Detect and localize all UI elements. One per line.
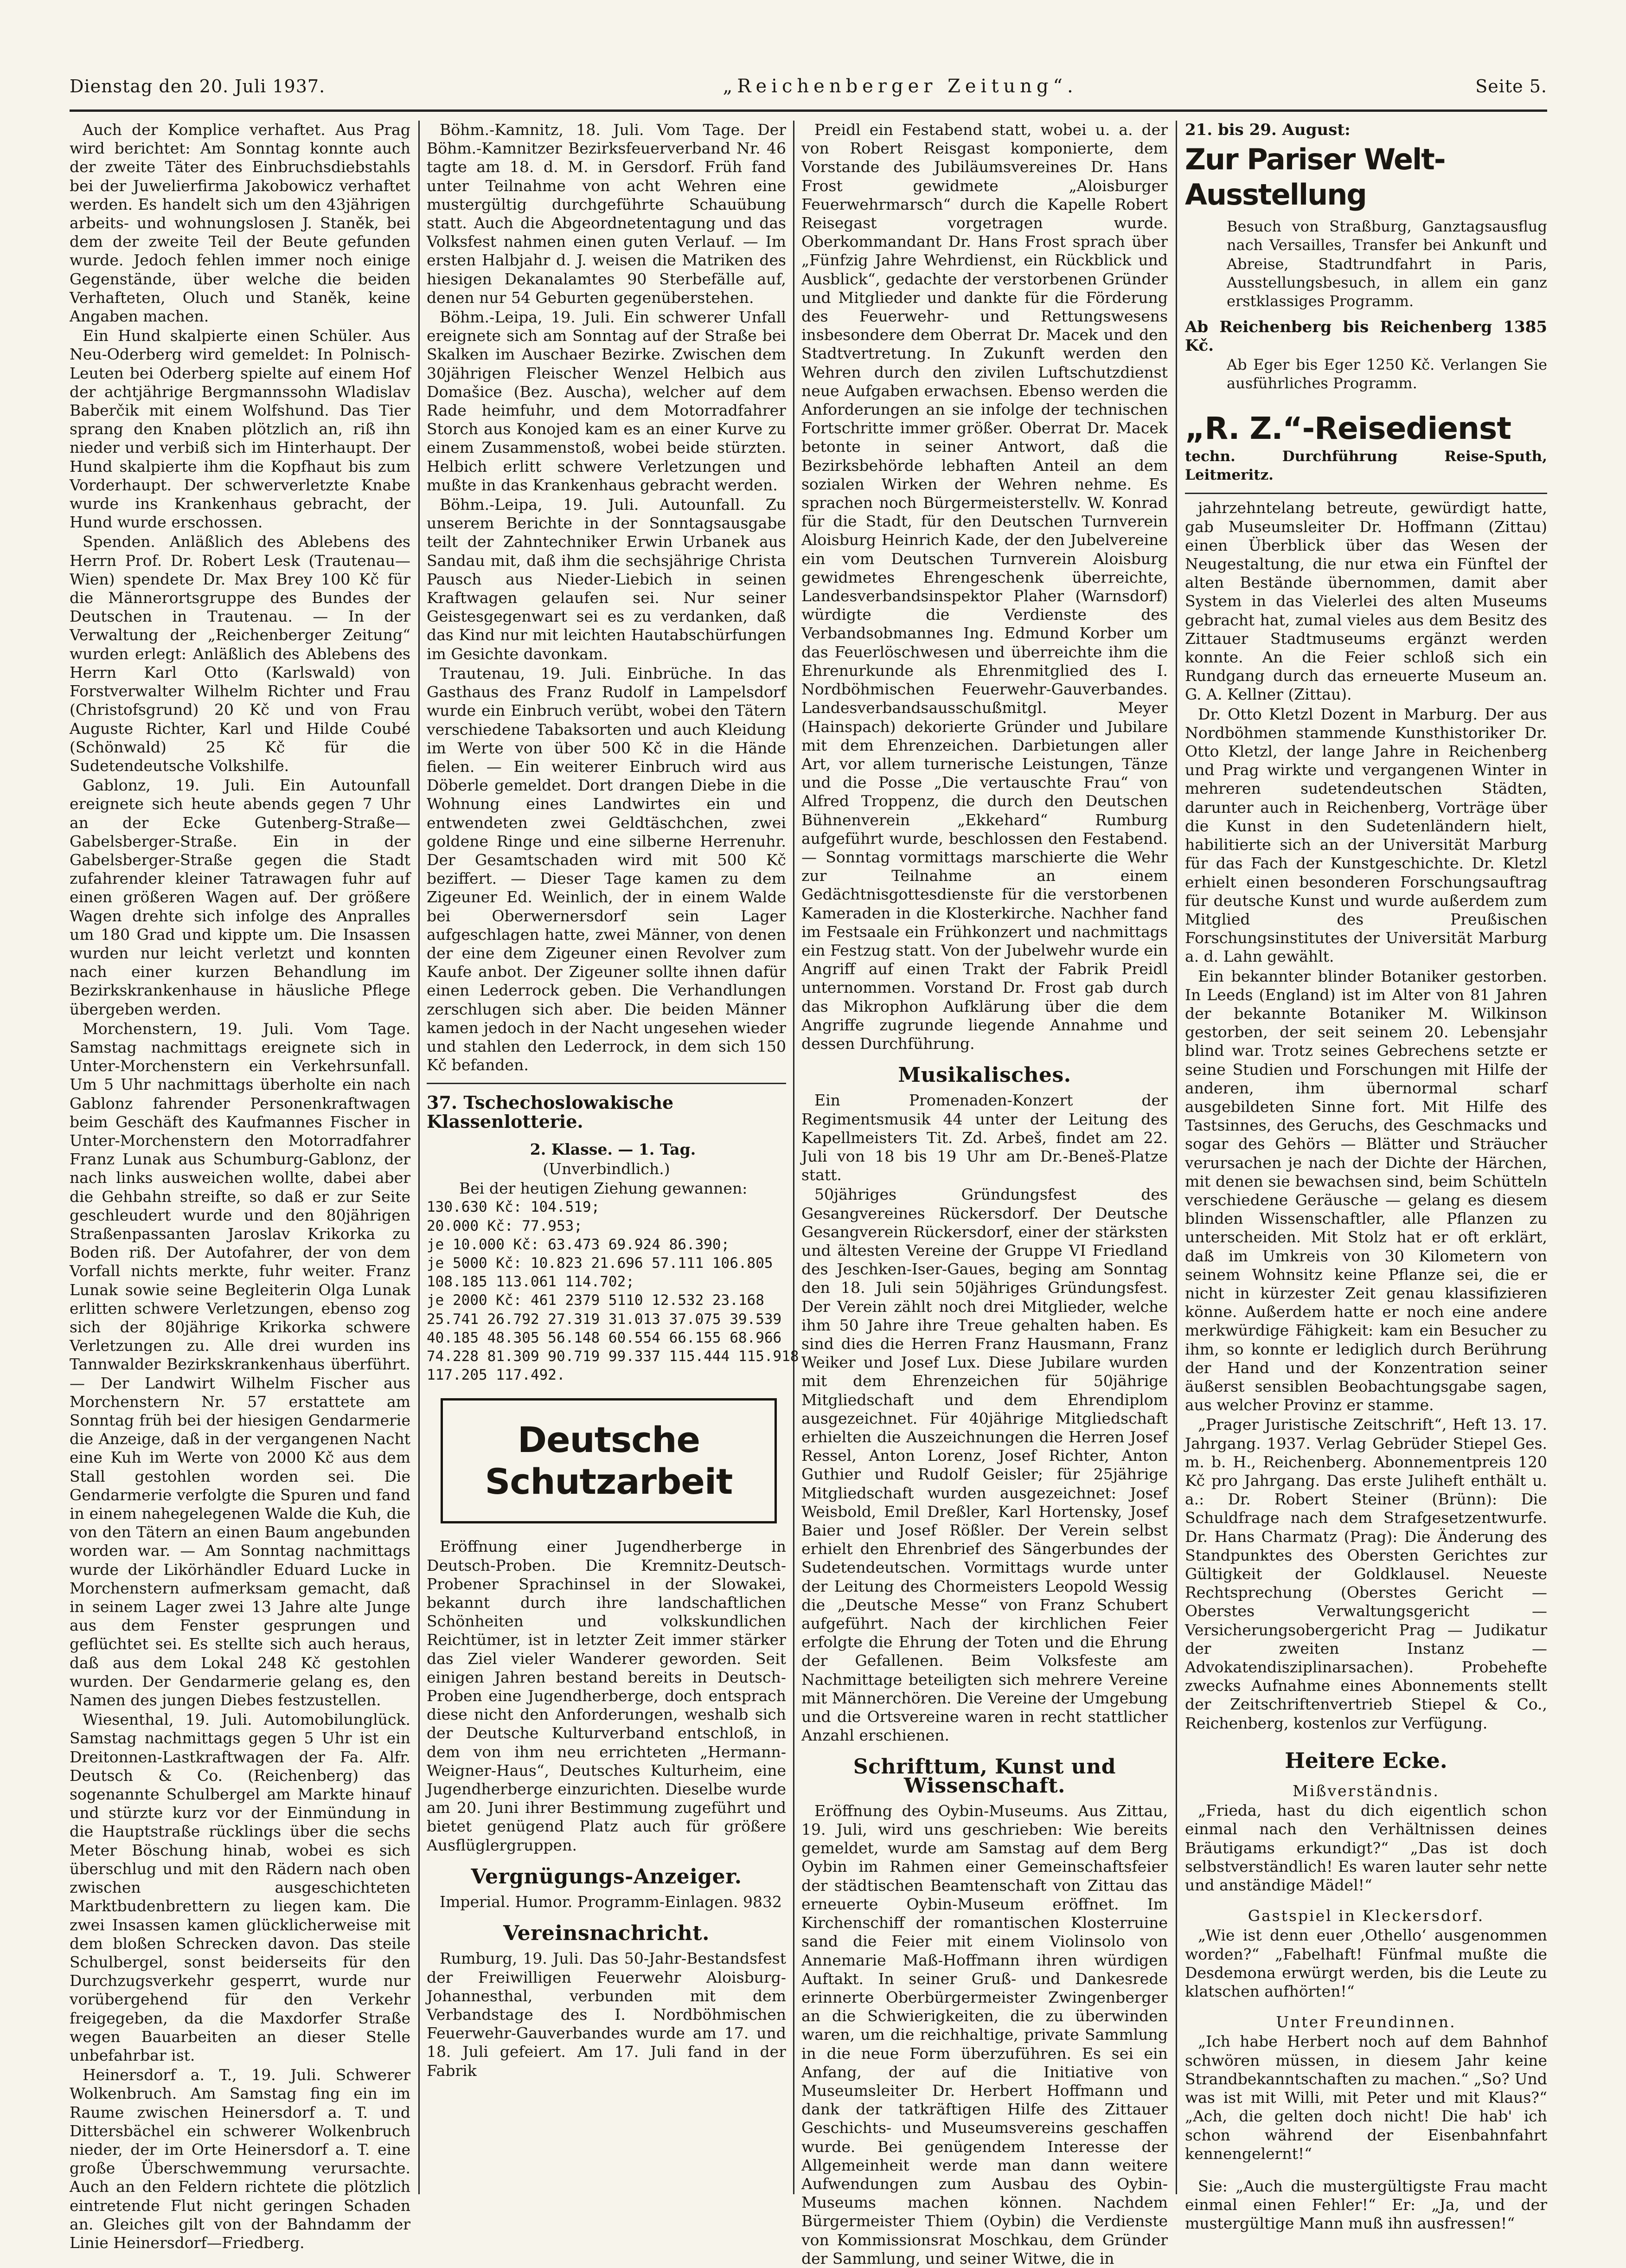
article-text: Ein Promenaden-Konzert der Regimentsmusik 44 unter der Leitung des Kapellmeisters Tit. Zd. Arbeš, findet am 22. Juli von 18 bis 19 Uhr am Dr.-Beneš-Platze statt. — [801, 1091, 1168, 1184]
article-text: Heinersdorf a. T., 19. Juli. Schwerer Wolkenbruch. Am Samstag fing ein im Raume zwischen Heinersdorf a. T. und Dittersbächel ein schwerer Wolkenbruch nieder, der im Orte Heinersdorf a. T. eine große Überschwemmung verursachte. Auch an den Feldern richtete die plötzlich eintretende Flut nicht geringen Schaden an. Gleiches gilt von der Bahndamm der Linie Heinersdorf—Friedberg. — [70, 2066, 410, 2252]
joke-title: Unter Freundinnen. — [1276, 2013, 1456, 2031]
schutzarbeit-box: Deutsche Schutzarbeit — [441, 1398, 777, 1523]
joke-title: Mißverständnis. — [1293, 1782, 1440, 1800]
article-text: Dr. Otto Kletzl Dozent in Marburg. Der aus Nordböhmen stammende Kunsthistoriker Dr. Otto Kletzl, der lange Jahre in Reichenberg und Prag wirkte und vergangenen Winter in mehreren sudetendeutschen Städten, darunter auch in Reichenberg, Vorträge über die Kunst in den Sudetenländern hielt, habilitierte sich an der Universität Marburg für das Fach der Kunstgeschichte. Dr. Kletzl erhielt einen besonderen Forschungsauftrag für deutsche Kunst und wurde außerdem zum Mitglied des Preußischen Forschungsinstitutes der Universität Marburg a. d. Lahn gewählt. — [1185, 705, 1547, 966]
joke-text: Sie: „Auch die mustergültigste Frau macht einmal einen Fehler!“ Er: „Ja, und der mustergültige Mann muß ihn ausfressen!“ — [1185, 2177, 1547, 2233]
article-text: Böhm.-Leipa, 19. Juli. Autounfall. Zu unserem Berichte in der Sonntagsausgabe teilt der Zahntechniker Erwin Urbanek aus Sandau mit, daß ihm die sechsjährige Christa Pausch aus Nieder-Liebich in seinen Kraftwagen gelaufen sei. Nur seiner Geistesgegenwart sei es zu verdanken, daß das Kind nur mit leichten Hautabschürfungen im Gesichte davonkam. — [427, 495, 786, 663]
article-text: „Prager Juristische Zeitschrift“, Heft 13. 17. Jahrgang. 1937. Verlag Gebrüder Stiepel Ges. m. b. H., Reichenberg. Abonnementpreis 120 Kč pro Jahrgang. Das erste Juliheft enthält u. a.: Dr. Robert Steiner (Brünn): Die Schuldfrage nach dem Strafgesetzentwurfe. Dr. Hans Charmatz (Prag): Die Änderung des Standpunktes des Obersten Gerichtes zur Gültigkeit der Goldklausel. Neueste Rechtsprechung (Oberstes Gericht — Oberstes Verwaltungsgericht — Versicherungsobergericht Prag — Judikatur der zweiten Instanz — Advokatendisziplinarsachen). Probehefte zwecks Aufnahme eines Abonnements stellt der Zeitschriftenvertrieb Stiepel & Co., Reichenberg, kostenlos zur Verfügung. — [1185, 1415, 1547, 1732]
section-heading: Schrifttum, Kunst und Wissenschaft. — [853, 1755, 1116, 1798]
lottery-line: je 10.000 Kč: 63.473 69.924 86.390; — [427, 1236, 730, 1253]
column-4 — [1185, 121, 1547, 2233]
article-text: Preidl ein Festabend statt, wobei u. a. der von Robert Reisgast komponierte, dem Vorstande des Jubiläumsvereines Dr. Hans Frost gewidmete „Aloisburger Feuerwehrmarsch“ durch die Kapelle Robert Reisegast vorgetragen wurde. Oberkommandant Dr. Hans Frost sprach über „Fünfzig Jahre Wehrdienst, ein Rückblick und Ausblick“, gedachte der verstorbenen Gründer und Mitglieder und dankte für die Förderung des Feuerwehr- und Rettungswesens insbesondere dem Oberrat Dr. Macek und den Stadtvertretung. In Zukunft werden den Wehren durch den zivilen Luftschutzdienst neue Aufgaben erwachsen. Ebenso werden die Anforderungen an sie infolge der technischen Fortschritte immer größer. Oberrat Dr. Macek betonte in seiner Antwort, daß die Bezirksbehörde lebhaften Anteil an dem sozialen Wirken der Wehren nehme. Es sprachen noch Bürgermeisterstellv. W. Konrad für die Stadt, für den Deutschen Turnverein Aloisburg Heinrich Kade, der den Jubelvereine ein vom Deutschen Turnverein Aloisburg gewidmetes Ehrengeschenk überreichte, Landesverbandsinspektor Plaher (Warnsdorf) würdigte die Verdienste des Verbandsobmannes Ing. Edmund Korber um das Feuerlöschwesen und überreichte ihm die Ehrenurkunde als Ehrenmitglied des I. Nordböhmischen Feuerwehr-Gauverbandes. Landesverbandsausschußmitgl. Meyer (Hainspach) dekorierte Gründer und Jubilare mit dem Ehrenzeichen. Darbietungen aller Art, vor allem turnerische Leistungen, Tänze und die Posse „Die vertauschte Frau“ von Alfred Troppenz, die durch den Deutschen Bühnenverein „Ekkehard“ Rumburg aufgeführt wurde, beschlossen den Festabend. — Sonntag vormittags marschierte die Wehr zur Teilnahme an einem Gedächtnisgottesdienste für die verstorbenen Kameraden in die Klosterkirche. Nachher fand im Festsaale ein Frühkonzert und nachmittags ein Festzug statt. Von der Jubelwehr wurde ein Angriff auf einen Trakt der Fabrik Preidl unternommen. Vorstand Dr. Frost gab durch das Mikrophon Aufklärung über die dem Angriffe zugrunde liegende Annahme und dessen Durchführung. — [801, 121, 1168, 1053]
article-text: Eröffnung des Oybin-Museums. Aus Zittau, 19. Juli, wird uns geschrieben: Wie bereits gemeldet, wurde am Samstag auf dem Berg Oybin im Rahmen einer Gemeinschaftsfeier der städtischen Beamtenschaft von Zittau das erneuerte Oybin-Museum eröffnet. Im Kirchenschiff der romantischen Klosterruine sand die Feier mit einem Violinsolo von Annemarie Maß-Hoffmann ihren würdigen Auftakt. In seiner Gruß- und Dankesrede erinnerte Oberbürgermeister Zwingenberger an die Schwierigkeiten, die zu überwinden waren, um die reichhaltige, private Sammlung in die neue Form überzuführen. Es sei ein Anfang, der auf die Initiative von Museumsleiter Dr. Herbert Hoffmann und dank der tatkräftigen Hilfe des Zittauer Geschichts- und Museumsvereins geschaffen wurde. Bei genügendem Interesse der Allgemeinheit werde man dann weitere Aufwendungen zum Ausbau des Oybin-Museums machen können. Nachdem Bürgermeister Thiem (Oybin) die Verdienste von Kommissionsrat Moschkau, dem Gründer der Sammlung, und seiner Witwe, die in — [801, 1801, 1168, 2268]
section-rule — [1185, 493, 1547, 494]
lottery-line: 20.000 Kč: 77.953; — [427, 1217, 583, 1234]
lottery-class: 2. Klasse. — 1. Tag. — [530, 1140, 696, 1158]
article-text: Böhm.-Kamnitz, 18. Juli. Vom Tage. Der Böhm.-Kamnitzer Bezirksfeuerverband Nr. 46 tagte am 18. d. M. in Gersdorf. Früh fand unter Teilnahme von acht Wehren eine mustergültig durchgeführte Schauübung statt. Auch die Abgeordnetentagung und das Volksfest nahmen einen guten Verlauf. — Im ersten Halbjahr d. J. weisen die Matriken des hiesigen Dekanalamtes 90 Sterbefälle auf, denen nur 54 Geburten gegenüberstehen. — [427, 121, 786, 307]
article-text: Trautenau, 19. Juli. Einbrüche. In das Gasthaus des Franz Rudolf in Lampelsdorf wurde ein Einbruch verübt, wobei den Tätern verschiedene Tabaksorten und auch Kleidung im Werte von über 500 Kč in die Hände fielen. — Ein weiterer Einbruch wird aus Döberle gemeldet. Dort drangen Diebe in die Wohnung eines Landwirtes ein und entwendeten zwei Geldtäschchen, zwei goldene Ringe und eine silberne Herrenuhr. Der Gesamtschaden wird mit 500 Kč beziffert. — Dieser Tage kamen zu dem Zigeuner Ed. Weinlich, der in einem Walde bei Oberwernersdorf sein Lager aufgeschlagen hatte, zwei Männer, von denen der eine dem Zigeuner einen Revolver zum Kaufe anbot. Der Zigeuner sollte ihnen dafür einen Lederrock geben. Die Verhandlungen zerschlugen sich aber. Die beiden Männer kamen jedoch in der Nacht ungesehen wieder und stahlen den Lederrock, in dem sich 150 Kč befanden. — [427, 664, 786, 1074]
lottery-line: 130.630 Kč: 104.519; — [427, 1199, 600, 1216]
section-heading: Vergnügungs-Anzeiger. — [471, 1864, 742, 1889]
joke-text: „Ich habe Herbert noch auf dem Bahnhof schwören müssen, in diesem Jahr keine Strandbekanntschaften zu machen.“ „So? Und was ist mit Willi, mit Peter und mit Klaus?“ „Ach, die gelten doch nicht! Die hab' ich schon während der Eisenbahnfahrt kennengelernt!“ — [1185, 2032, 1547, 2163]
ad-brand-sub: techn. Durchführung Reise-Sputh, Leitmeritz. — [1185, 448, 1547, 484]
article-text: Auch der Komplice verhaftet. Aus Prag wird berichtet: Am Sonntag konnte auch der zweite Täter des Einbruchsdiebstahls bei der Juwelierfirma Jakobowicz verhaftet werden. Es handelt sich um den 43jährigen arbeits- und wohnungslosen J. Staněk, bei dem der zweite Teil der Beute gefunden wurde. Jedoch fehlen immer noch einige Gegenstände, über welche die beiden Verhafteten, Oluch und Staněk, keine Angaben machen. — [70, 121, 410, 326]
ad-brand: „R. Z.“-Reisedienst — [1185, 411, 1511, 447]
lottery-line: 74.228 81.309 90.719 99.337 115.444 115.918 — [427, 1348, 799, 1365]
newspaper-title: „Reichenberger Zeitung“. — [723, 76, 1078, 97]
article-text: Eröffnung einer Jugendherberge in Deutsch-Proben. Die Kremnitz-Deutsch-Probener Sprachinsel in der Slowakei, bekannt durch ihre landschaftlichen Schönheiten und volkskundlichen Reichtümer, ist in letzter Zeit immer stärker das Ziel vieler Wanderer geworden. Seit einigen Jahren bestand bereits in Deutsch-Proben eine Jugendherberge, doch entsprach diese nicht den Anforderungen, weshalb sich der Deutsche Kulturverband entschloß, in dem von ihm neu errichteten „Hermann-Weigner-Haus“, Deutsches Kulturheim, eine Jugendherberge einzurichten. Dieselbe wurde am 20. Juni ihrer Bestimmung zugeführt und bietet genügend Platz auch für größere Ausflüglergruppen. — [427, 1537, 786, 1854]
running-header — [70, 70, 1547, 103]
page-number: Seite 5. — [1475, 76, 1547, 96]
header-rule — [70, 109, 1547, 112]
article-text: Ein Hund skalpierte einen Schüler. Aus Neu-Oderberg wird gemeldet: In Polnisch-Leuten bei Oderberg spielte auf einem Hof der achtjährige Bergmannssohn Wladislav Baberčik mit einem Wolfshund. Das Tier sprang den Knaben plötzlich an, riß ihn nieder und verbiß sich im Hinterhaupt. Der Hund skalpierte ihm die Kopfhaut bis zum Vorderhaupt. Der schwerverletzte Knabe wurde ins Krankenhaus gebracht, der Hund wurde erschossen. — [70, 327, 410, 532]
column-rule — [793, 121, 794, 2194]
article-text: Wiesenthal, 19. Juli. Automobilunglück. Samstag nachmittags gegen 5 Uhr ist ein Dreitonnen-Lastkraftwagen der Fa. Alfr. Deutsch & Co. (Reichenberg) das sogenannte Schulbergel am Markte hinauf und stürzte kurz vor der Einmündung in die Hauptstraße rücklings über die sechs Meter Böschung hinab, wobei es sich überschlug und mit den Rädern nach oben zwischen ausgeschichteten Marktbudenbrettern zu liegen kam. Die zwei Insassen kamen glücklicherweise mit dem bloßen Schrecken davon. Das steile Schulbergel, sonst beiderseits für den Durchzugsverkehr gesperrt, wurde nur vorübergehend für den Verkehr freigegeben, da die Maxdorfer Straße wegen Bauarbeiten an dieser Stelle unbefahrbar ist. — [70, 1710, 410, 2064]
article-text: Böhm.-Leipa, 19. Juli. Ein schwerer Unfall ereignete sich am Sonntag auf der Straße bei Skalken im Auschaer Bezirke. Zwischen dem 30jährigen Fleischer Wenzel Helbich aus Domašice (Bez. Auscha), welcher auf dem Rade heimfuhr, und dem Motorradfahrer Storch aus Konojed kam es an einer Kurve zu einem Zusammenstoß, wobei beide stürzten. Helbich erlitt schwere Verletzungen und mußte in das Krankenhaus gebracht werden. — [427, 308, 786, 494]
joke-title: Gastspiel in Kleckersdorf. — [1248, 1907, 1485, 1925]
newspaper-page — [70, 70, 1547, 2268]
lottery-note: (Unverbindlich.) — [543, 1159, 670, 1178]
lottery-label: Bei der heutigen Ziehung gewannen: — [459, 1179, 748, 1198]
article-text: Gablonz, 19. Juli. Ein Autounfall ereignete sich heute abends gegen 7 Uhr an der Ecke Gutenberg-Straße—Gabelsberger-Straße. Ein in der Gabelsberger-Straße gegen die Stadt zufahrender kleiner Tatrawagen fuhr auf einen größeren Wagen auf. Der größere Wagen drehte sich infolge des Anpralles um 180 Grad und kippte um. Die Insassen wurden nur leicht verletzt und konnten nach einer kurzen Behandlung im Bezirkskrankenhause in häusliche Pflege übergeben werden. — [70, 776, 410, 1018]
lottery-title: 37. Tschechoslowakische Klassenlotterie. — [427, 1092, 674, 1132]
column-rule — [418, 121, 420, 2194]
column-rule — [1176, 121, 1177, 2194]
column-3 — [801, 121, 1168, 2268]
column-1 — [70, 121, 410, 2252]
lottery-line: 40.185 48.305 56.148 60.554 66.155 68.966 — [427, 1329, 782, 1346]
section-rule — [427, 1083, 786, 1084]
section-heading: Musikalisches. — [898, 1063, 1071, 1087]
article-text: Rumburg, 19. Juli. Das 50-Jahr-Bestandsfest der Freiwilligen Feuerwehr Aloisburg-Johannesthal, verbunden mit dem Verbandstage des I. Nordböhmischen Feuerwehr-Gauverbandes wurde am 17. und 18. Juli gefeiert. Am 17. Juli fand in der Fabrik — [427, 1949, 786, 2080]
lottery-line: 117.205 117.492. — [427, 1367, 565, 1384]
listing-text: Imperial. Humor. Programm-Einlagen. 9832 — [440, 1893, 782, 1911]
lottery-line: 108.185 113.061 114.702; — [427, 1273, 634, 1291]
joke-text: „Wie ist denn euer ‚Othello‘ ausgenommen worden?“ „Fabelhaft! Fünfmal mußte die Desdemona erwürgt werden, bis die Leute zu klatschen aufhörten!“ — [1185, 1926, 1547, 2001]
section-heading: Vereinsnachricht. — [503, 1921, 710, 1946]
article-text: Ein bekannter blinder Botaniker gestorben. In Leeds (England) ist im Alter von 81 Jahren der bekannte Botaniker M. Wilkinson gestorben, der seit seinem 20. Lebensjahr blind war. Trotz seines Gebrechens setzte er seine Studien und Forschungen mit Hilfe der anderen, ihm übernormal scharf ausgebildeten Sinne fort. Mit Hilfe des Tastsinnes, des Geruchs, des Geschmacks und sogar des Gehörs — Blätter und Sträucher verursachen je nach der Dichte der Härchen, mit denen sie bewachsen sind, beim Schütteln verschiedene Geräusche — gelang es diesem blinden Wissenschaftler, alle Pflanzen zu unterscheiden. Mit Stolz hat er oft erklärt, daß im Umkreis von 30 Kilometern von seinem Wohnsitz keine Pflanze sei, die er nicht in kürzester Zeit genau klassifizieren könne. Außerdem hatte er noch eine andere merkwürdige Fähigkeit: kam ein Besucher zu ihm, so konnte er lediglich durch Berührung der Hand und der Konzentration seiner äußerst sensiblen Beobachtungsgabe sagen, aus welcher Provinz er stamme. — [1185, 967, 1547, 1414]
ad-date: 21. bis 29. August: — [1185, 121, 1351, 139]
ad-price-alt: Ab Eger bis Eger 1250 Kč. Verlangen Sie ausführliches Programm. — [1227, 355, 1547, 392]
lottery-line: je 2000 Kč: 461 2379 5110 12.532 23.168 — [427, 1292, 764, 1309]
article-text: jahrzehntelang betreute, gewürdigt hatte, gab Museumsleiter Dr. Hoffmann (Zittau) einen Überblick über das Wesen der Neugestaltung, die nur etwa ein Fünftel der alten Bestände übernommen, damit aber System in das Vielerlei des alten Museums gebracht hat, zumal vieles aus dem Besitz des Zittauer Stadtmuseums ergänzt werden konnte. An die Feier schloß sich ein Rundgang durch das erneuerte Museum an. G. A. Kellner (Zittau). — [1185, 499, 1547, 704]
ad-price: Ab Reichenberg bis Reichenberg 1385 Kč. — [1185, 318, 1547, 355]
article-text: 50jähriges Gründungsfest des Gesangvereines Rückersdorf. Der Deutsche Gesangverein Rückersdorf, einer der stärksten und ältesten Vereine der Gruppe VI Friedland des Jeschken-Iser-Gaues, beging am Sonntag den 18. Juli sein 50jähriges Gründungsfest. Der Verein zählt noch drei Mitglieder, welche ihm 50 Jahre ihre Treue gehalten haben. Es sind dies die Herren Franz Hausmann, Franz Weiker und Josef Lux. Diese Jubilare wurden mit dem Ehrenzeichen für 50jährige Mitgliedschaft und dem Ehrendiplom ausgezeichnet. Für 40jährige Mitgliedschaft erhielten die Auszeichnungen die Herren Josef Ressel, Anton Lorenz, Josef Richter, Anton Guthier und Rudolf Geisler; für 25jährige Mitgliedschaft wurden ausgezeichnet: Josef Weisbold, Emil Dreßler, Karl Hortensky, Josef Baier und Josef Rößler. Der Verein selbst erhielt den Ehrenbrief des Sängerbundes der Sudetendeutschen. Vormittags wurde unter der Leitung des Chormeisters Leopold Wessig die „Deutsche Messe“ von Franz Schubert aufgeführt. Nach der kirchlichen Feier erfolgte die Ehrung der Toten und die Ehrung der Gefallenen. Beim Volksfeste am Nachmittage beteiligten sich mehrere Vereine mit Männerchören. Die Vereine der Umgebung und die Ortsvereine waren in recht stattlicher Anzahl erschienen. — [801, 1185, 1168, 1745]
lottery-line: 25.741 26.792 27.319 31.013 37.075 39.539 — [427, 1311, 782, 1328]
joke-text: „Frieda, hast du dich eigentlich schon einmal nach den Verhältnissen deines Bräutigams erkundigt?“ „Das ist doch selbstverständlich! Es waren lauter sehr nette und anständige Mädel!“ — [1185, 1801, 1547, 1895]
article-text: Morchenstern, 19. Juli. Vom Tage. Samstag nachmittags ereignete sich in Unter-Morchenstern ein Verkehrsunfall. Um 5 Uhr nachmittags überholte ein nach Gablonz fahrender Personenkraftwagen beim Geschäft des Kaufmannes Fischer in Unter-Morchenstern den Motorradfahrer Franz Lunak aus Schumburg-Gablonz, der nach links ausweichen wollte, dabei aber die Gehbahn streifte, so daß er zur Seite geschleudert wurde und den 80jährigen Straßenpassanten Jaroslav Krikorka zu Boden riß. Der Autofahrer, der von dem Vorfall nichts merkte, fuhr weiter. Franz Lunak sowie seine Begleiterin Olga Lunak erlitten schwere Verletzungen, ebenso zog sich der 80jährige Krikorka schwere Verletzungen zu. Alle drei wurden ins Tannwalder Bezirkskrankenhaus überführt. — Der Landwirt Wilhelm Fischer aus Morchenstern Nr. 57 erstattete am Sonntag früh bei der hiesigen Gendarmerie die Anzeige, daß in der vergangenen Nacht eine Kuh im Werte von 2000 Kč aus dem Stall gestohlen worden sei. Die Gendarmerie verfolgte die Spuren und fand in einem nahegelegenen Walde die Kuh, die von den Tätern an einen Baum angebunden worden war. — Am Sonntag nachmittags wurde der Likörhändler Eduard Lucke in Morchenstern aufmerksam gemacht, daß in seinem Lager zwei 13 Jahre alte Junge aus dem Fenster gesprungen und geflüchtet sei. Es stellte sich auch heraus, daß aus dem Lokal 248 Kč gestohlen wurden. Der Gendarmerie gelang es, den Namen des jungen Diebes festzustellen. — [70, 1019, 410, 1709]
column-2 — [427, 121, 799, 2194]
article-text: Spenden. Anläßlich des Ablebens des Herrn Prof. Dr. Robert Lesk (Trautenau—Wien) spendete Dr. Max Brey 100 Kč für die Männerortsgruppe des Bundes der Deutschen in Trautenau. — In der Verwaltung der „Reichenberger Zeitung“ wurden erlegt: Anläßlich des Ablebens des Herrn Karl Otto (Karlswald) von Forstverwalter Wilhelm Richter und Frau (Christofsgrund) 20 Kč und von Frau Auguste Richter, Karl und Hilde Coubé (Schönwald) 25 Kč für die Sudetendeutsche Volkshilfe. — [70, 533, 410, 775]
ad-headline: Zur Pariser Welt-Ausstellung — [1185, 142, 1445, 212]
issue-date: Dienstag den 20. Juli 1937. — [70, 76, 326, 96]
ad-text: Besuch von Straßburg, Ganztagsausflug nach Versailles, Transfer bei Ankunft und Abreise, Stadtrundfahrt in Paris, Ausstellungsbesuch, in allem ein ganz erstklassiges Programm. — [1227, 218, 1547, 310]
section-heading: Heitere Ecke. — [1285, 1748, 1447, 1773]
lottery-line: je 5000 Kč: 10.823 21.696 57.111 106.805 — [427, 1254, 773, 1272]
